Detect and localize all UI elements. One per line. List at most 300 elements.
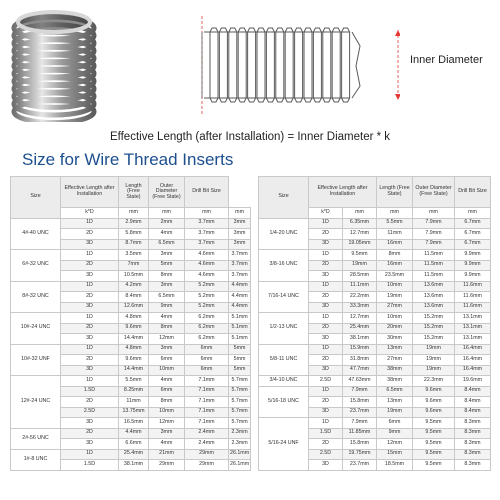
effective-length-cell: 14.4mm [119, 334, 149, 345]
drill-bit-cell: 4.4mm [229, 281, 251, 292]
length-cell: 9mm [149, 302, 185, 313]
length-cell: 3mm [149, 344, 185, 355]
length-cell: 8mm [149, 323, 185, 334]
size-cell: 12#-24 UNC [11, 376, 61, 429]
length-cell: 9mm [377, 428, 413, 439]
effective-length-cell: 8.7mm [119, 239, 149, 250]
unit-mm: mm [455, 208, 491, 219]
size-cell: 5/16-18 UNC [259, 386, 309, 418]
k-factor-cell: 1D [61, 376, 119, 387]
length-cell: 3mm [149, 428, 185, 439]
insert-diagram [200, 6, 400, 124]
drill-bit-cell: 5.1mm [229, 313, 251, 324]
k-factor-cell: 2D [309, 439, 343, 450]
table-row [259, 418, 491, 429]
outer-diameter-cell: 6.2mm [185, 313, 229, 324]
thread-turn [219, 28, 227, 102]
k-factor-cell: 1D [309, 250, 343, 261]
k-factor-cell: 3D [309, 407, 343, 418]
drill-bit-cell: 6.7mm [455, 239, 491, 250]
k-factor-cell: 2D [61, 355, 119, 366]
outer-diameter-cell: 9.5mm [413, 418, 455, 429]
drill-bit-cell: 19.6mm [455, 376, 491, 387]
length-cell: 12mm [149, 334, 185, 345]
thread-turn [313, 28, 321, 102]
k-factor-cell: 3D [309, 334, 343, 345]
drill-bit-cell: 6.7mm [455, 229, 491, 240]
outer-diameter-cell: 13.6mm [413, 302, 455, 313]
effective-length-cell: 11mm [119, 397, 149, 408]
effective-length-cell: 15.9mm [343, 344, 377, 355]
wire-insert-photo [6, 4, 102, 122]
effective-length-cell: 7.9mm [343, 418, 377, 429]
length-cell: 27mm [377, 355, 413, 366]
effective-length-cell: 4.2mm [119, 281, 149, 292]
drill-bit-cell: 13.1mm [455, 313, 491, 324]
drill-bit-cell: 8.4mm [455, 407, 491, 418]
table-row [259, 218, 491, 229]
drill-bit-column-header: Drill Bit Size [185, 177, 229, 208]
drill-bit-cell: 9.9mm [455, 271, 491, 282]
effective-length-cell: 15.8mm [343, 397, 377, 408]
length-cell: 8mm [377, 250, 413, 261]
effective-length-cell: 5.5mm [119, 376, 149, 387]
outer-diameter-cell: 7.9mm [413, 229, 455, 240]
size-cell: 3/4-10 UNC [259, 376, 309, 387]
size-table-right [258, 176, 491, 471]
table-row [259, 344, 491, 355]
drill-bit-cell: 16.4mm [455, 344, 491, 355]
k-factor-cell: 1D [309, 218, 343, 229]
effective-length-column-header: Effective Length after Installation [61, 177, 119, 208]
drill-bit-cell: 5.7mm [229, 397, 251, 408]
size-cell: 1/4-20 UNC [259, 218, 309, 250]
effective-length-cell: 8.25mm [119, 386, 149, 397]
effective-length-cell: 9.6mm [119, 355, 149, 366]
k-factor-cell: 2D [61, 323, 119, 334]
effective-length-cell: 47.7mm [343, 365, 377, 376]
outer-diameter-cell: 15.2mm [413, 313, 455, 324]
effective-length-cell: 6.6mm [119, 439, 149, 450]
effective-length-cell: 4.8mm [119, 313, 149, 324]
effective-length-cell: 22.2mm [343, 292, 377, 303]
drill-bit-cell: 8.3mm [455, 428, 491, 439]
effective-length-cell: 7.9mm [343, 386, 377, 397]
k-factor-cell: 1D [61, 313, 119, 324]
thread-turn [285, 28, 293, 102]
outer-diameter-cell: 7.1mm [185, 386, 229, 397]
outer-diameter-cell: 7.9mm [413, 218, 455, 229]
k-factor-cell: 1D [61, 218, 119, 229]
k-factor-cell: 2D [309, 323, 343, 334]
unit-mm: mm [149, 208, 185, 219]
effective-length-cell: 5.8mm [119, 229, 149, 240]
k-factor-cell: 3D [61, 334, 119, 345]
length-cell: 6mm [149, 386, 185, 397]
effective-length-cell: 11.85mm [343, 428, 377, 439]
size-cell: 2#-56 UNC [11, 428, 61, 449]
outer-diameter-cell: 9.5mm [413, 449, 455, 460]
table-row [11, 250, 251, 261]
effective-length-cell: 12.7mm [343, 313, 377, 324]
k-factor-cell: 1D [309, 281, 343, 292]
drill-bit-cell: 16.4mm [455, 355, 491, 366]
length-cell: 12mm [149, 418, 185, 429]
thread-turn [276, 28, 284, 102]
effective-length-cell: 25.4mm [119, 449, 149, 460]
table-row [11, 376, 251, 387]
length-cell: 3mm [149, 281, 185, 292]
effective-length-cell: 8.4mm [119, 292, 149, 303]
drill-bit-cell: 3mm [229, 229, 251, 240]
insert-tang [352, 32, 360, 98]
k-factor-cell: 2D [61, 397, 119, 408]
outer-diameter-cell: 9.5mm [413, 460, 455, 471]
drill-bit-cell: 13.1mm [455, 334, 491, 345]
outer-diameter-cell: 19mm [413, 355, 455, 366]
outer-diameter-cell: 19mm [413, 344, 455, 355]
outer-diameter-cell: 4.6mm [185, 260, 229, 271]
outer-diameter-cell: 11.5mm [413, 271, 455, 282]
unit-mm: mm [377, 208, 413, 219]
length-cell: 10mm [377, 313, 413, 324]
outer-diameter-cell: 6.2mm [185, 334, 229, 345]
k-factor-cell: 3D [309, 460, 343, 471]
thread-turn [238, 28, 246, 102]
size-cell: 1#-8 UNC [11, 449, 61, 470]
drill-bit-cell: 3.7mm [229, 271, 251, 282]
effective-length-cell: 16.5mm [119, 418, 149, 429]
outer-diameter-cell: 3.7mm [185, 218, 229, 229]
effective-length-cell: 38.1mm [343, 334, 377, 345]
table-row [11, 313, 251, 324]
k-factor-cell: 2D [61, 229, 119, 240]
thread-turn [257, 28, 265, 102]
outer-diameter-cell: 15.2mm [413, 334, 455, 345]
k-factor-cell: 2D [309, 397, 343, 408]
size-cell: 1/2-13 UNC [259, 313, 309, 345]
effective-length-cell: 33.3mm [343, 302, 377, 313]
length-cell: 15mm [377, 449, 413, 460]
length-cell: 4mm [149, 229, 185, 240]
outer-diameter-cell: 2.4mm [185, 439, 229, 450]
size-table-left [10, 176, 251, 471]
drill-bit-cell: 5.1mm [229, 334, 251, 345]
page-title: Size for Wire Thread Inserts [22, 150, 234, 169]
k-factor-cell: 2D [309, 292, 343, 303]
drill-bit-cell: 4.4mm [229, 292, 251, 303]
k-factor-cell: 1.5D [61, 386, 119, 397]
drill-bit-cell: 8.3mm [455, 439, 491, 450]
length-column-header: Length (Free State) [377, 177, 413, 208]
outer-diameter-cell: 9.6mm [413, 386, 455, 397]
outer-diameter-cell: 7.9mm [413, 239, 455, 250]
drill-bit-cell: 3mm [229, 239, 251, 250]
effective-length-cell: 2.9mm [119, 218, 149, 229]
effective-length-cell: 15.8mm [343, 439, 377, 450]
unit-mm: mm [229, 208, 251, 219]
length-cell: 4mm [149, 313, 185, 324]
k-factor-cell: 3D [61, 365, 119, 376]
drill-bit-cell: 5.7mm [229, 386, 251, 397]
k-factor-cell: 1D [309, 344, 343, 355]
unit-kd: k*D [61, 208, 119, 219]
drill-bit-cell: 4.4mm [229, 302, 251, 313]
outer-diameter-cell: 9.6mm [413, 397, 455, 408]
length-cell: 4mm [149, 439, 185, 450]
thread-turn [210, 28, 218, 102]
outer-diameter-column-header: Outer Diameter (Free State) [149, 177, 185, 208]
length-cell: 13mm [377, 397, 413, 408]
length-cell: 20mm [377, 323, 413, 334]
length-cell: 10mm [149, 407, 185, 418]
thread-turn [342, 28, 350, 102]
drill-bit-cell: 11.6mm [455, 302, 491, 313]
drill-bit-cell: 5.7mm [229, 376, 251, 387]
outer-diameter-cell: 29mm [185, 460, 229, 471]
k-factor-cell: 2.5D [61, 407, 119, 418]
outer-diameter-cell: 4.6mm [185, 250, 229, 261]
drill-bit-cell: 3.7mm [229, 260, 251, 271]
drill-bit-cell: 5.1mm [229, 323, 251, 334]
outer-diameter-cell: 5.2mm [185, 302, 229, 313]
effective-length-cell: 38.1mm [119, 460, 149, 471]
k-factor-cell: 3D [61, 439, 119, 450]
length-cell: 23.5mm [377, 271, 413, 282]
k-factor-cell: 1D [61, 344, 119, 355]
effective-length-cell: 11.1mm [343, 281, 377, 292]
unit-kd: k*D [309, 208, 343, 219]
drill-bit-cell: 3mm [229, 218, 251, 229]
outer-diameter-cell: 19mm [413, 365, 455, 376]
drill-bit-cell: 11.6mm [455, 292, 491, 303]
effective-length-cell: 23.7mm [343, 407, 377, 418]
effective-length-cell: 19.05mm [343, 239, 377, 250]
length-cell: 6.5mm [149, 239, 185, 250]
k-factor-cell: 1D [61, 449, 119, 460]
effective-length-cell: 9.6mm [119, 323, 149, 334]
thread-turn [323, 28, 331, 102]
length-cell: 29mm [149, 460, 185, 471]
effective-length-cell: 9.5mm [343, 250, 377, 261]
k-factor-cell: 3D [61, 418, 119, 429]
length-cell: 10mm [377, 281, 413, 292]
effective-length-cell: 23.7mm [343, 460, 377, 471]
size-cell: 6#-32 UNC [11, 250, 61, 282]
effective-length-cell: 31.8mm [343, 355, 377, 366]
k-factor-cell: 1D [309, 418, 343, 429]
size-column-header: Size [259, 177, 309, 219]
outer-diameter-cell: 11.5mm [413, 250, 455, 261]
size-cell: 5/8-11 UNC [259, 344, 309, 376]
effective-length-cell: 14.4mm [119, 365, 149, 376]
unit-mm: mm [185, 208, 229, 219]
length-cell: 6.5mm [149, 292, 185, 303]
outer-diameter-cell: 2.4mm [185, 428, 229, 439]
k-factor-cell: 2.5D [309, 376, 343, 387]
k-factor-cell: 3D [309, 302, 343, 313]
length-cell: 6.5mm [377, 386, 413, 397]
effective-length-cell: 19mm [343, 260, 377, 271]
outer-diameter-cell: 13.6mm [413, 281, 455, 292]
effective-length-cell: 28.5mm [343, 271, 377, 282]
drill-bit-cell: 26.1mm [229, 449, 251, 460]
effective-length-cell: 12.7mm [343, 229, 377, 240]
drill-bit-cell: 11.6mm [455, 281, 491, 292]
thread-turn [295, 28, 303, 102]
outer-diameter-cell: 7.1mm [185, 418, 229, 429]
effective-length-cell: 47.63mm [343, 376, 377, 387]
k-factor-cell: 2D [309, 260, 343, 271]
drill-bit-cell: 8.3mm [455, 460, 491, 471]
length-cell: 16mm [377, 239, 413, 250]
outer-diameter-cell: 11.5mm [413, 260, 455, 271]
thread-turn [332, 28, 340, 102]
outer-diameter-cell: 29mm [185, 449, 229, 460]
size-cell: 4#-40 UNC [11, 218, 61, 250]
size-cell: 5/16-24 UNF [259, 418, 309, 471]
drill-bit-cell: 9.9mm [455, 250, 491, 261]
effective-length-cell: 4.4mm [119, 428, 149, 439]
k-factor-cell: 3D [61, 239, 119, 250]
effective-length-cell: 10.5mm [119, 271, 149, 282]
length-cell: 5mm [149, 260, 185, 271]
length-column-header: Length (Free State) [119, 177, 149, 208]
length-cell: 11mm [377, 229, 413, 240]
k-factor-cell: 2D [61, 260, 119, 271]
outer-diameter-cell: 7.1mm [185, 376, 229, 387]
length-cell: 38mm [377, 365, 413, 376]
outer-diameter-column-header: Outer Diameter (Free State) [413, 177, 455, 208]
inner-diameter-label: Inner Diameter [410, 54, 483, 66]
length-cell: 30mm [377, 334, 413, 345]
table-row [259, 386, 491, 397]
drill-bit-cell: 5mm [229, 355, 251, 366]
outer-diameter-cell: 13.6mm [413, 292, 455, 303]
outer-diameter-cell: 3.7mm [185, 239, 229, 250]
k-factor-cell: 3D [309, 365, 343, 376]
unit-mm: mm [413, 208, 455, 219]
k-factor-cell: 1D [61, 250, 119, 261]
effective-length-formula: Effective Length (after Installation) = Inner Diameter * k [109, 131, 391, 143]
outer-diameter-cell: 4.6mm [185, 271, 229, 282]
drill-bit-cell: 26.1mm [229, 460, 251, 471]
k-factor-cell: 1.5D [309, 428, 343, 439]
table-row [11, 449, 251, 460]
length-cell: 12mm [377, 439, 413, 450]
outer-diameter-cell: 5.2mm [185, 292, 229, 303]
effective-length-cell: 6.35mm [343, 218, 377, 229]
drill-bit-cell: 2.3mm [229, 439, 251, 450]
k-factor-cell: 1.5D [61, 460, 119, 471]
length-cell: 10mm [149, 365, 185, 376]
outer-diameter-cell: 7.1mm [185, 397, 229, 408]
drill-bit-cell: 3.7mm [229, 250, 251, 261]
table-row [11, 281, 251, 292]
table-row [259, 281, 491, 292]
outer-diameter-cell: 6.2mm [185, 323, 229, 334]
effective-length-cell: 3.5mm [119, 250, 149, 261]
size-cell: 3/8-16 UNC [259, 250, 309, 282]
k-factor-cell: 3D [309, 239, 343, 250]
table-row [259, 250, 491, 261]
length-cell: 4mm [149, 376, 185, 387]
k-factor-cell: 3D [61, 302, 119, 313]
k-factor-cell: 2D [61, 292, 119, 303]
drill-bit-cell: 8.3mm [455, 418, 491, 429]
drill-bit-cell: 16.4mm [455, 365, 491, 376]
length-cell: 2mm [149, 218, 185, 229]
size-cell: 10#-32 UNF [11, 344, 61, 376]
length-cell: 38mm [377, 376, 413, 387]
k-factor-cell: 1D [61, 281, 119, 292]
outer-diameter-cell: 15.2mm [413, 323, 455, 334]
effective-length-column-header: Effective Length after Installation [309, 177, 377, 208]
effective-length-cell: 25.4mm [343, 323, 377, 334]
outer-diameter-cell: 7.1mm [185, 407, 229, 418]
length-cell: 8mm [149, 271, 185, 282]
size-cell: 8#-32 UNC [11, 281, 61, 313]
drill-bit-cell: 9.9mm [455, 260, 491, 271]
drill-bit-cell: 5mm [229, 365, 251, 376]
length-cell: 18.5mm [377, 460, 413, 471]
outer-diameter-cell: 5.2mm [185, 281, 229, 292]
length-cell: 5.5mm [377, 218, 413, 229]
thread-turn [304, 28, 312, 102]
size-cell: 10#-24 UNC [11, 313, 61, 345]
unit-mm: mm [343, 208, 377, 219]
drill-bit-cell: 6.7mm [455, 218, 491, 229]
drill-bit-cell: 8.4mm [455, 397, 491, 408]
length-cell: 27mm [377, 302, 413, 313]
thread-turn [248, 28, 256, 102]
k-factor-cell: 2D [309, 229, 343, 240]
length-cell: 16mm [377, 260, 413, 271]
drill-bit-cell: 5mm [229, 344, 251, 355]
length-cell: 6mm [377, 418, 413, 429]
drill-bit-cell: 8.4mm [455, 386, 491, 397]
drill-bit-column-header: Drill Bit Size [455, 177, 491, 208]
outer-diameter-cell: 3.7mm [185, 229, 229, 240]
length-cell: 13mm [377, 344, 413, 355]
k-factor-cell: 2D [61, 428, 119, 439]
table-row [11, 428, 251, 439]
outer-diameter-cell: 9.6mm [413, 407, 455, 418]
outer-diameter-cell: 22.3mm [413, 376, 455, 387]
thread-turn [266, 28, 274, 102]
drill-bit-cell: 5.7mm [229, 407, 251, 418]
k-factor-cell: 3D [309, 271, 343, 282]
table-row [11, 344, 251, 355]
outer-diameter-cell: 6mm [185, 344, 229, 355]
effective-length-cell: 12.6mm [119, 302, 149, 313]
length-cell: 19mm [377, 407, 413, 418]
length-cell: 6mm [149, 355, 185, 366]
thread-turn [229, 28, 237, 102]
outer-diameter-cell: 9.5mm [413, 439, 455, 450]
drill-bit-cell: 2.3mm [229, 428, 251, 439]
k-factor-cell: 3D [61, 271, 119, 282]
size-cell: 7/16-14 UNC [259, 281, 309, 313]
unit-mm: mm [119, 208, 149, 219]
table-row [259, 313, 491, 324]
length-cell: 21mm [149, 449, 185, 460]
length-cell: 3mm [149, 250, 185, 261]
length-cell: 19mm [377, 292, 413, 303]
size-column-header: Size [11, 177, 61, 219]
drill-bit-cell: 13.1mm [455, 323, 491, 334]
effective-length-cell: 19.75mm [343, 449, 377, 460]
